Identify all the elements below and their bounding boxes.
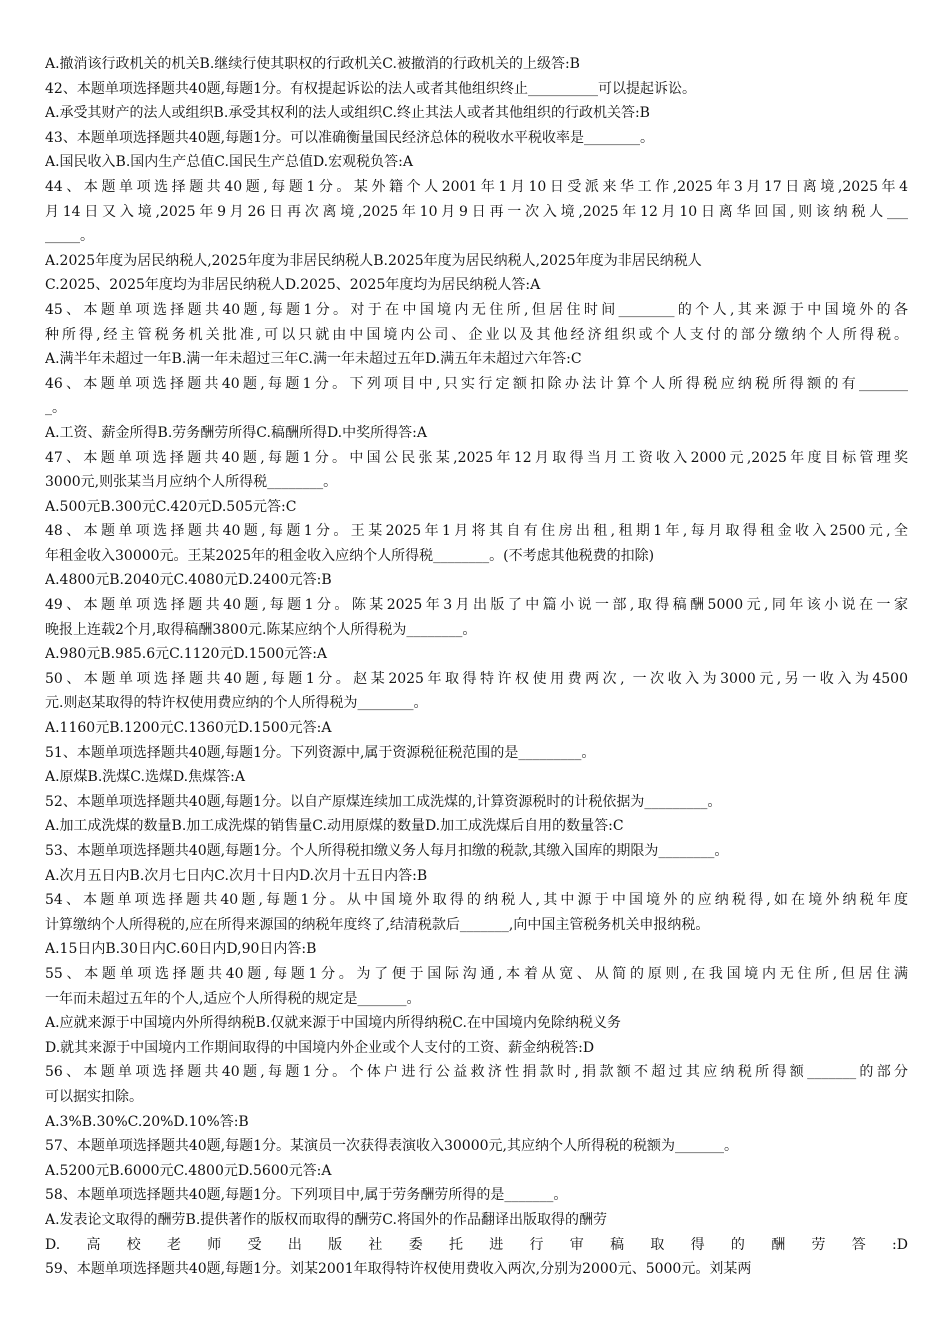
text-line: 43、本题单项选择题共40题,每题1分。可以准确衡量国民经济总体的税收水平税收率是________。 [45,129,654,146]
text-line: 晚报上连载2个月,取得稿酬3800元.陈某应纳个人所得税为________。 [45,621,477,638]
text-line: A.980元B.985.6元C.1120元D.1500元答:A [45,646,328,663]
text-line: 种所得,经主管税务机关批准,可以只就由中国境内公司、企业以及其他经济组织或个人支付的部分缴纳个人所得税。 [45,326,908,343]
text-line: 年租金收入30000元。王某2025年的租金收入应纳个人所得税________。(不考虑其他税费的扣除) [45,547,655,564]
text-line: A.应就来源于中国境内外所得纳税B.仅就来源于中国境内所得纳税C.在中国境内免除纳税义务 [45,1015,621,1032]
text-line: A.2025年度为居民纳税人,2025年度为非居民纳税人B.2025年度为居民纳税人,2025年度为非居民纳税人 [45,252,702,269]
text-line: A.4800元B.2040元C.4080元D.2400元答:B [45,572,332,589]
text-line: 44、本题单项选择题共40题,每题1分。某外籍个人2001年1月10日受派来华工作,2025年3月17日离境,2025年4 [45,178,908,195]
text-line: 计算缴纳个人所得税的,应在所得来源国的纳税年度终了,结清税款后_______,向中国主管税务机关申报纳税。 [45,916,710,933]
text-line: A.5200元B.6000元C.4800元D.5600元答:A [45,1162,332,1179]
text-line: 可以据实扣除。 [45,1088,143,1105]
text-line: A.原煤B.洗煤C.选煤D.焦煤答:A [45,769,245,786]
text-line: 50、本题单项选择题共40题,每题1分。赵某2025年取得特许权使用费两次, 一次收入为3000元,另一收入为4500 [45,670,908,687]
text-line: 58、本题单项选择题共40题,每题1分。下列项目中,属于劳务酬劳所得的是_______。 [45,1187,568,1204]
text-line: A.满半年未超过一年B.满一年未超过三年C.满一年未超过五年D.满五年未超过六年答:C [45,351,582,368]
text-line: C.2025、2025年度均为非居民纳税人D.2025、2025年度均为居民纳税人答:A [45,277,541,294]
text-line: A.撤消该行政机关的机关B.继续行使其职权的行政机关C.被撤消的行政机关的上级答:B [45,56,580,72]
text-line: D.就其来源于中国境内工作期间取得的中国境内外企业或个人支付的工资、薪金纳税答:D [45,1039,595,1056]
text-line: 46、本题单项选择题共40题,每题1分。下列项目中,只实行定额扣除办法计算个人所得税应纳税所得额的有_______ [45,375,908,392]
text-line: A.15日内B.30日内C.60日内D,90日内答:B [45,941,317,958]
text-line: A.次月五日内B.次月七日内C.次月十日内D.次月十五日内答:B [45,867,428,884]
text-line: 53、本题单项选择题共40题,每题1分。个人所得税扣缴义务人每月扣缴的税款,其缴入国库的期限为________。 [45,843,729,859]
text-line: 47、本题单项选择题共40题,每题1分。中国公民张某,2025年12月取得当月工资收入2000元,2025年度目标管理奖 [45,449,908,466]
text-line: 元.则赵某取得的特许权使用费应纳的个人所得税为________。 [45,695,428,712]
text-line: 56、本题单项选择题共40题,每题1分。个体户进行公益救济性捐款时,捐款额不超过其应纳税所得额_______的部分 [45,1064,908,1081]
text-line: A.工资、薪金所得B.劳务酬劳所得C.稿酬所得D.中奖所得答:A [45,424,427,441]
text-line: 55、本题单项选择题共40题,每题1分。为了便于国际沟通,本着从宽、从简的原则,在我国境内无住所,但居住满 [45,965,908,982]
text-line: 49、本题单项选择题共40题,每题1分。陈某2025年3月出版了中篇小说一部,取得稿酬5000元,同年该小说在一家 [45,597,908,614]
text-line: 59、本题单项选择题共40题,每题1分。刘某2001年取得特许权使用费收入两次,分别为2000元、5000元。刘某两 [45,1261,752,1278]
text-line: 52、本题单项选择题共40题,每题1分。以自产原煤连续加工成洗煤的,计算资源税时的计税依据为_________。 [45,793,722,810]
text-line: A.国民收入B.国内生产总值C.国民生产总值D.宏观税负答:A [45,154,413,171]
text-line: _____。 [45,228,94,245]
text-line: A.加工成洗煤的数量B.加工成洗煤的销售量C.动用原煤的数量D.加工成洗煤后自用的数量答:C [45,818,624,835]
text-line: A.1160元B.1200元C.1360元D.1500元答:A [45,720,332,737]
text-line: 45、本题单项选择题共40题,每题1分。对于在中国境内无住所,但居住时间________的个人,其来源于中国境外的各 [45,301,908,318]
text-line: 3000元,则张某当月应纳个人所得税________。 [45,474,338,491]
text-line: 54、本题单项选择题共40题,每题1分。从中国境外取得的纳税人,其中源于中国境外的应纳税得,如在境外纳税年度 [45,892,908,909]
text-line: 51、本题单项选择题共40题,每题1分。下列资源中,属于资源税征税范围的是_________。 [45,744,596,761]
text-line: A.3%B.30%C.20%D.10%答:B [45,1113,249,1130]
text-line: 一年而未超过五年的个人,适应个人所得税的规定是_______。 [45,990,421,1007]
text-line: 48、本题单项选择题共40题,每题1分。王某2025年1月将其自有住房出租,租期1年,每月取得租金收入2500元,全 [45,523,908,540]
text-line: 57、本题单项选择题共40题,每题1分。某演员一次获得表演收入30000元,其应纳个人所得税的税额为_______。 [45,1138,738,1155]
text-line: D.高校老师受出版社委托进行审稿取得的酬劳答:D [45,1236,908,1253]
text-line: A.承受其财产的法人或组织B.承受其权利的法人或组织C.终止其法人或者其他组织的行政机关答:B [45,105,650,122]
text-line: 42、本题单项选择题共40题,每题1分。有权提起诉讼的法人或者其他组织终止__________可以提起诉讼。 [45,80,696,97]
text-line: _。 [45,400,66,417]
text-line: 月14日又入境,2025年9月26日再次离境,2025年10月9日再一次入境,2025年12月10日离华回国,则该纳税人___ [45,203,908,220]
text-line: A.500元B.300元C.420元D.505元答:C [45,498,297,515]
text-line: A.发表论文取得的酬劳B.提供著作的版权而取得的酬劳C.将国外的作品翻译出版取得的酬劳 [45,1211,607,1228]
